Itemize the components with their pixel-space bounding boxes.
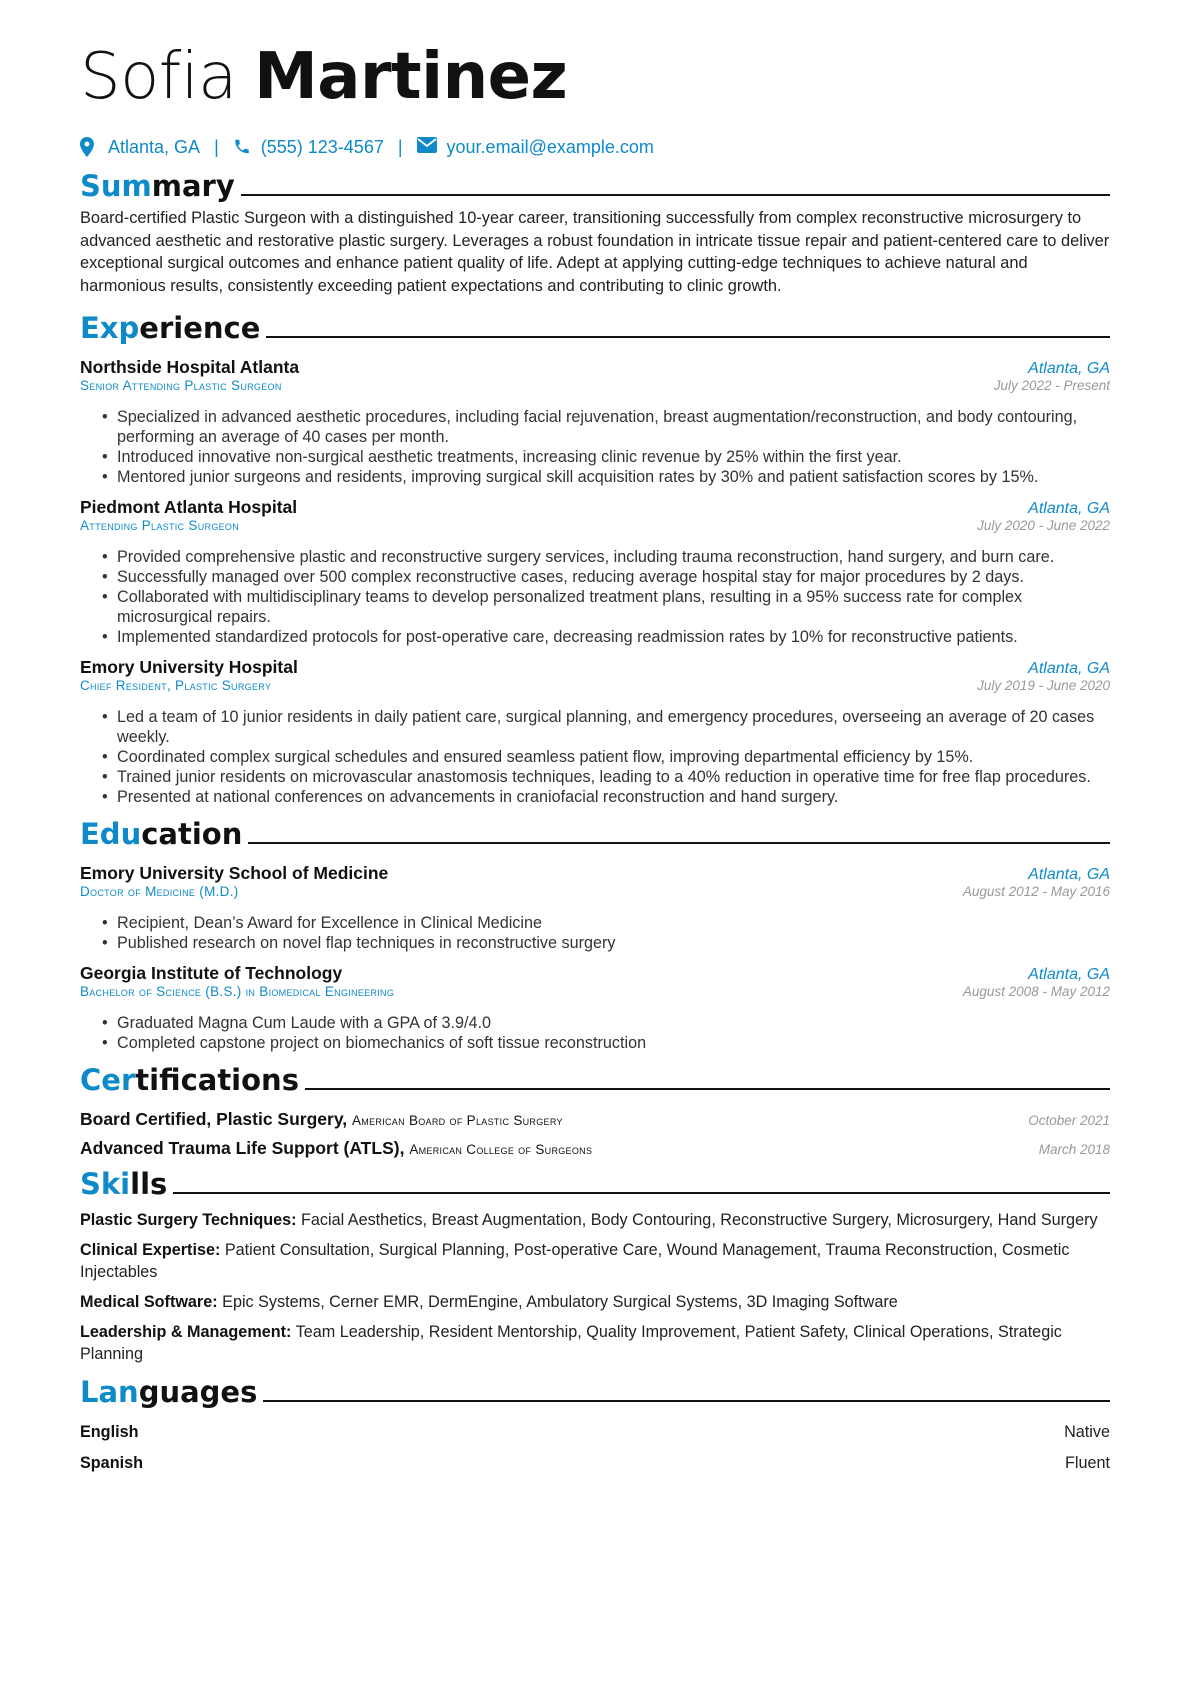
- separator: |: [214, 137, 219, 157]
- entry-subheader: [80, 678, 1110, 693]
- bullet-item: • Coordinated complex surgical schedules and ensured seamless patient flow, improving departmental efficiency by 15%.: [102, 747, 1110, 767]
- last-name: Martinez: [254, 40, 568, 114]
- bullet-item: • Published research on novel flap techniques in reconstructive surgery: [102, 933, 1110, 953]
- language-item: [80, 1421, 1110, 1443]
- entry-location: Atlanta, GA: [1028, 966, 1110, 983]
- certification-label: [80, 1138, 592, 1159]
- degree: Doctor of Medicine (M.D.): [80, 884, 239, 899]
- section-title: [80, 1063, 299, 1097]
- employer: Emory University Hospital: [80, 657, 298, 677]
- contact-email[interactable]: [417, 135, 654, 159]
- section-heading-experience: [80, 311, 1110, 345]
- certification-date: October 2021: [1028, 1113, 1110, 1128]
- section-title: [80, 1375, 257, 1409]
- contact-line: [80, 135, 1110, 159]
- contact-phone[interactable]: [233, 135, 384, 159]
- bullet-item: • Trained junior residents on microvascular anastomosis techniques, leading to a 40% reduction in operative time for free flap procedures.: [102, 767, 1110, 787]
- section-title: [80, 817, 242, 851]
- job-title: Attending Plastic Surgeon: [80, 518, 240, 533]
- entry-location: Atlanta, GA: [1028, 660, 1110, 677]
- certification-name: Advanced Trauma Life Support (ATLS): [80, 1138, 400, 1158]
- separator: |: [397, 137, 403, 157]
- bullet-item: • Graduated Magna Cum Laude with a GPA of 3.9/4.0: [102, 1013, 1110, 1033]
- bullet-item: • Completed capstone project on biomechanics of soft tissue reconstruction: [102, 1033, 1110, 1053]
- phone-text: (555) 123-4567: [260, 137, 384, 157]
- skill-category: Plastic Surgery Techniques:: [80, 1211, 297, 1229]
- summary-text: Board-certified Plastic Surgeon with a distinguished 10-year career, transitioning successfully from complex reconstructive microsurgery to advanced aesthetic and restorative plastic surgery. Leverages a robust foundation in intricate tissue repair and patient-centered care to deliver exceptional surgical outcomes and enhance patient quality of life. Adept at applying cutting-edge techniques to achieve natural and harmonious results, consistently exceeding patient expectations and contributing to clinic growth.: [80, 209, 1110, 295]
- comma-separator: ,: [399, 1138, 410, 1158]
- education-entry: [80, 863, 1110, 953]
- employer: Northside Hospital Atlanta: [80, 357, 300, 377]
- skill-line: [80, 1291, 1110, 1313]
- entry-date: July 2019 - June 2020: [977, 678, 1110, 693]
- entry-subheader: [80, 378, 1110, 393]
- section-rule: [248, 842, 1110, 844]
- entry-date: August 2008 - May 2012: [962, 984, 1110, 999]
- bullet-list: [80, 407, 1110, 487]
- bullet-item: • Implemented standardized protocols for post-operative care, decreasing readmission rates by 10% for reconstructive patients.: [102, 627, 1110, 647]
- experience-entry: [80, 657, 1110, 807]
- bullet-item: • Provided comprehensive plastic and reconstructive surgery services, including trauma reconstruction, hand surgery, and burn care.: [102, 547, 1110, 567]
- certification-issuer: American College of Surgeons: [409, 1142, 593, 1157]
- title-accent: Cer: [80, 1063, 136, 1097]
- title-accent: Exp: [80, 311, 140, 345]
- section-heading-skills: [80, 1167, 1110, 1201]
- job-title: Chief Resident, Plastic Surgery: [80, 678, 272, 693]
- entry-subheader: [80, 518, 1110, 533]
- email-text: your.email@example.com: [446, 137, 654, 157]
- title-accent: Sum: [80, 169, 152, 203]
- section-heading-certifications: [80, 1063, 1110, 1097]
- certification-issuer: American Board of Plastic Surgery: [352, 1113, 563, 1128]
- employer: Piedmont Atlanta Hospital: [80, 497, 298, 517]
- section-title: [80, 311, 260, 345]
- first-name: Sofia: [80, 40, 237, 114]
- skill-values: Epic Systems, Cerner EMR, DermEngine, Ambulatory Surgical Systems, 3D Imaging Software: [222, 1293, 898, 1311]
- certification-date: March 2018: [1038, 1142, 1110, 1157]
- bullet-item: • Recipient, Dean’s Award for Excellence in Clinical Medicine: [102, 913, 1110, 933]
- entry-header: [80, 357, 1110, 378]
- bullet-list: [80, 913, 1110, 953]
- language-level: Native: [1064, 1423, 1110, 1441]
- certification-item: [80, 1109, 1110, 1130]
- section-rule: [305, 1088, 1110, 1090]
- comma-separator: ,: [342, 1109, 352, 1129]
- bullet-item: • Mentored junior surgeons and residents, improving surgical skill acquisition rates by 30% and patient satisfaction scores by 15%.: [102, 467, 1110, 487]
- experience-entry: [80, 497, 1110, 647]
- map-pin-icon: [80, 137, 98, 157]
- bullet-item: • Presented at national conferences on advancements in craniofacial reconstruction and hand surgery.: [102, 787, 1110, 807]
- bullet-list: [80, 1013, 1110, 1053]
- bullet-item: • Successfully managed over 500 complex reconstructive cases, reducing average hospital stay for major procedures by 2 days.: [102, 567, 1110, 587]
- entry-date: August 2012 - May 2016: [962, 884, 1110, 899]
- title-accent: Lan: [80, 1375, 139, 1409]
- entry-subheader: [80, 884, 1110, 899]
- section-heading-summary: [80, 169, 1110, 203]
- language-item: [80, 1452, 1110, 1474]
- candidate-name: [80, 40, 1110, 113]
- experience-entry: [80, 357, 1110, 487]
- skill-line: [80, 1239, 1110, 1283]
- entry-location: Atlanta, GA: [1028, 866, 1110, 883]
- title-rest: lls: [130, 1167, 168, 1201]
- school: Georgia Institute of Technology: [80, 963, 343, 983]
- section-rule: [173, 1192, 1110, 1194]
- skill-values: Team Leadership, Resident Mentorship, Quality Improvement, Patient Safety, Clinical Operations, Strategic Planning: [80, 1323, 1062, 1363]
- degree: Bachelor of Science (B.S.) in Biomedical Engineering: [80, 984, 395, 999]
- certification-label: [80, 1109, 563, 1130]
- bullet-list: [80, 707, 1110, 807]
- contact-location: [80, 135, 200, 159]
- title-rest: guages: [138, 1375, 258, 1409]
- language-name: English: [80, 1423, 139, 1441]
- skill-line: [80, 1209, 1110, 1231]
- skill-category: Leadership & Management:: [80, 1323, 292, 1341]
- entry-date: July 2022 - Present: [993, 378, 1110, 393]
- section-title: [80, 1167, 167, 1201]
- phone-icon: [233, 137, 251, 157]
- job-title: Senior Attending Plastic Surgeon: [80, 378, 282, 393]
- location-text: Atlanta, GA: [108, 137, 201, 157]
- skill-values: Patient Consultation, Surgical Planning, Post-operative Care, Wound Management, Trauma Reconstruction, Cosmetic Injectables: [80, 1241, 1070, 1281]
- section-rule: [263, 1400, 1110, 1402]
- entry-date: July 2020 - June 2022: [977, 518, 1110, 533]
- skill-line: [80, 1321, 1110, 1365]
- title-rest: mary: [151, 169, 235, 203]
- bullet-list: [80, 547, 1110, 647]
- entry-subheader: [80, 984, 1110, 999]
- section-title: [80, 169, 235, 203]
- title-rest: cation: [141, 817, 243, 851]
- title-accent: Edu: [80, 817, 142, 851]
- entry-location: Atlanta, GA: [1028, 500, 1110, 517]
- certification-item: [80, 1138, 1110, 1159]
- section-heading-education: [80, 817, 1110, 851]
- bullet-item: • Collaborated with multidisciplinary teams to develop personalized treatment plans, resulting in a 95% success rate for complex microsurgical repairs.: [102, 587, 1110, 627]
- title-accent: Ski: [80, 1167, 131, 1201]
- section-heading-languages: [80, 1375, 1110, 1409]
- entry-header: [80, 497, 1110, 518]
- education-entry: [80, 963, 1110, 1053]
- entry-header: [80, 963, 1110, 984]
- title-rest: tifications: [135, 1063, 299, 1097]
- bullet-item: • Specialized in advanced aesthetic procedures, including facial rejuvenation, breast augmentation/reconstruction, and body contouring, performing an average of 40 cases per month.: [102, 407, 1110, 447]
- language-name: Spanish: [80, 1454, 143, 1472]
- title-rest: erience: [139, 311, 261, 345]
- language-level: Fluent: [1065, 1454, 1110, 1472]
- bullet-item: • Introduced innovative non-surgical aesthetic treatments, increasing clinic revenue by 25% within the first year.: [102, 447, 1110, 467]
- skill-category: Clinical Expertise:: [80, 1241, 221, 1259]
- entry-header: [80, 863, 1110, 884]
- school: Emory University School of Medicine: [80, 863, 389, 883]
- envelope-icon: [417, 137, 437, 157]
- bullet-item: • Led a team of 10 junior residents in daily patient care, surgical planning, and emergency procedures, overseeing an average of 20 cases weekly.: [102, 707, 1110, 747]
- section-rule: [266, 336, 1110, 338]
- section-rule: [241, 194, 1110, 196]
- entry-location: Atlanta, GA: [1028, 360, 1110, 377]
- entry-header: [80, 657, 1110, 678]
- skill-category: Medical Software:: [80, 1293, 218, 1311]
- certification-name: Board Certified, Plastic Surgery: [80, 1109, 343, 1129]
- skill-values: Facial Aesthetics, Breast Augmentation, Body Contouring, Reconstructive Surgery, Microsurgery, Hand Surgery: [301, 1211, 1098, 1229]
